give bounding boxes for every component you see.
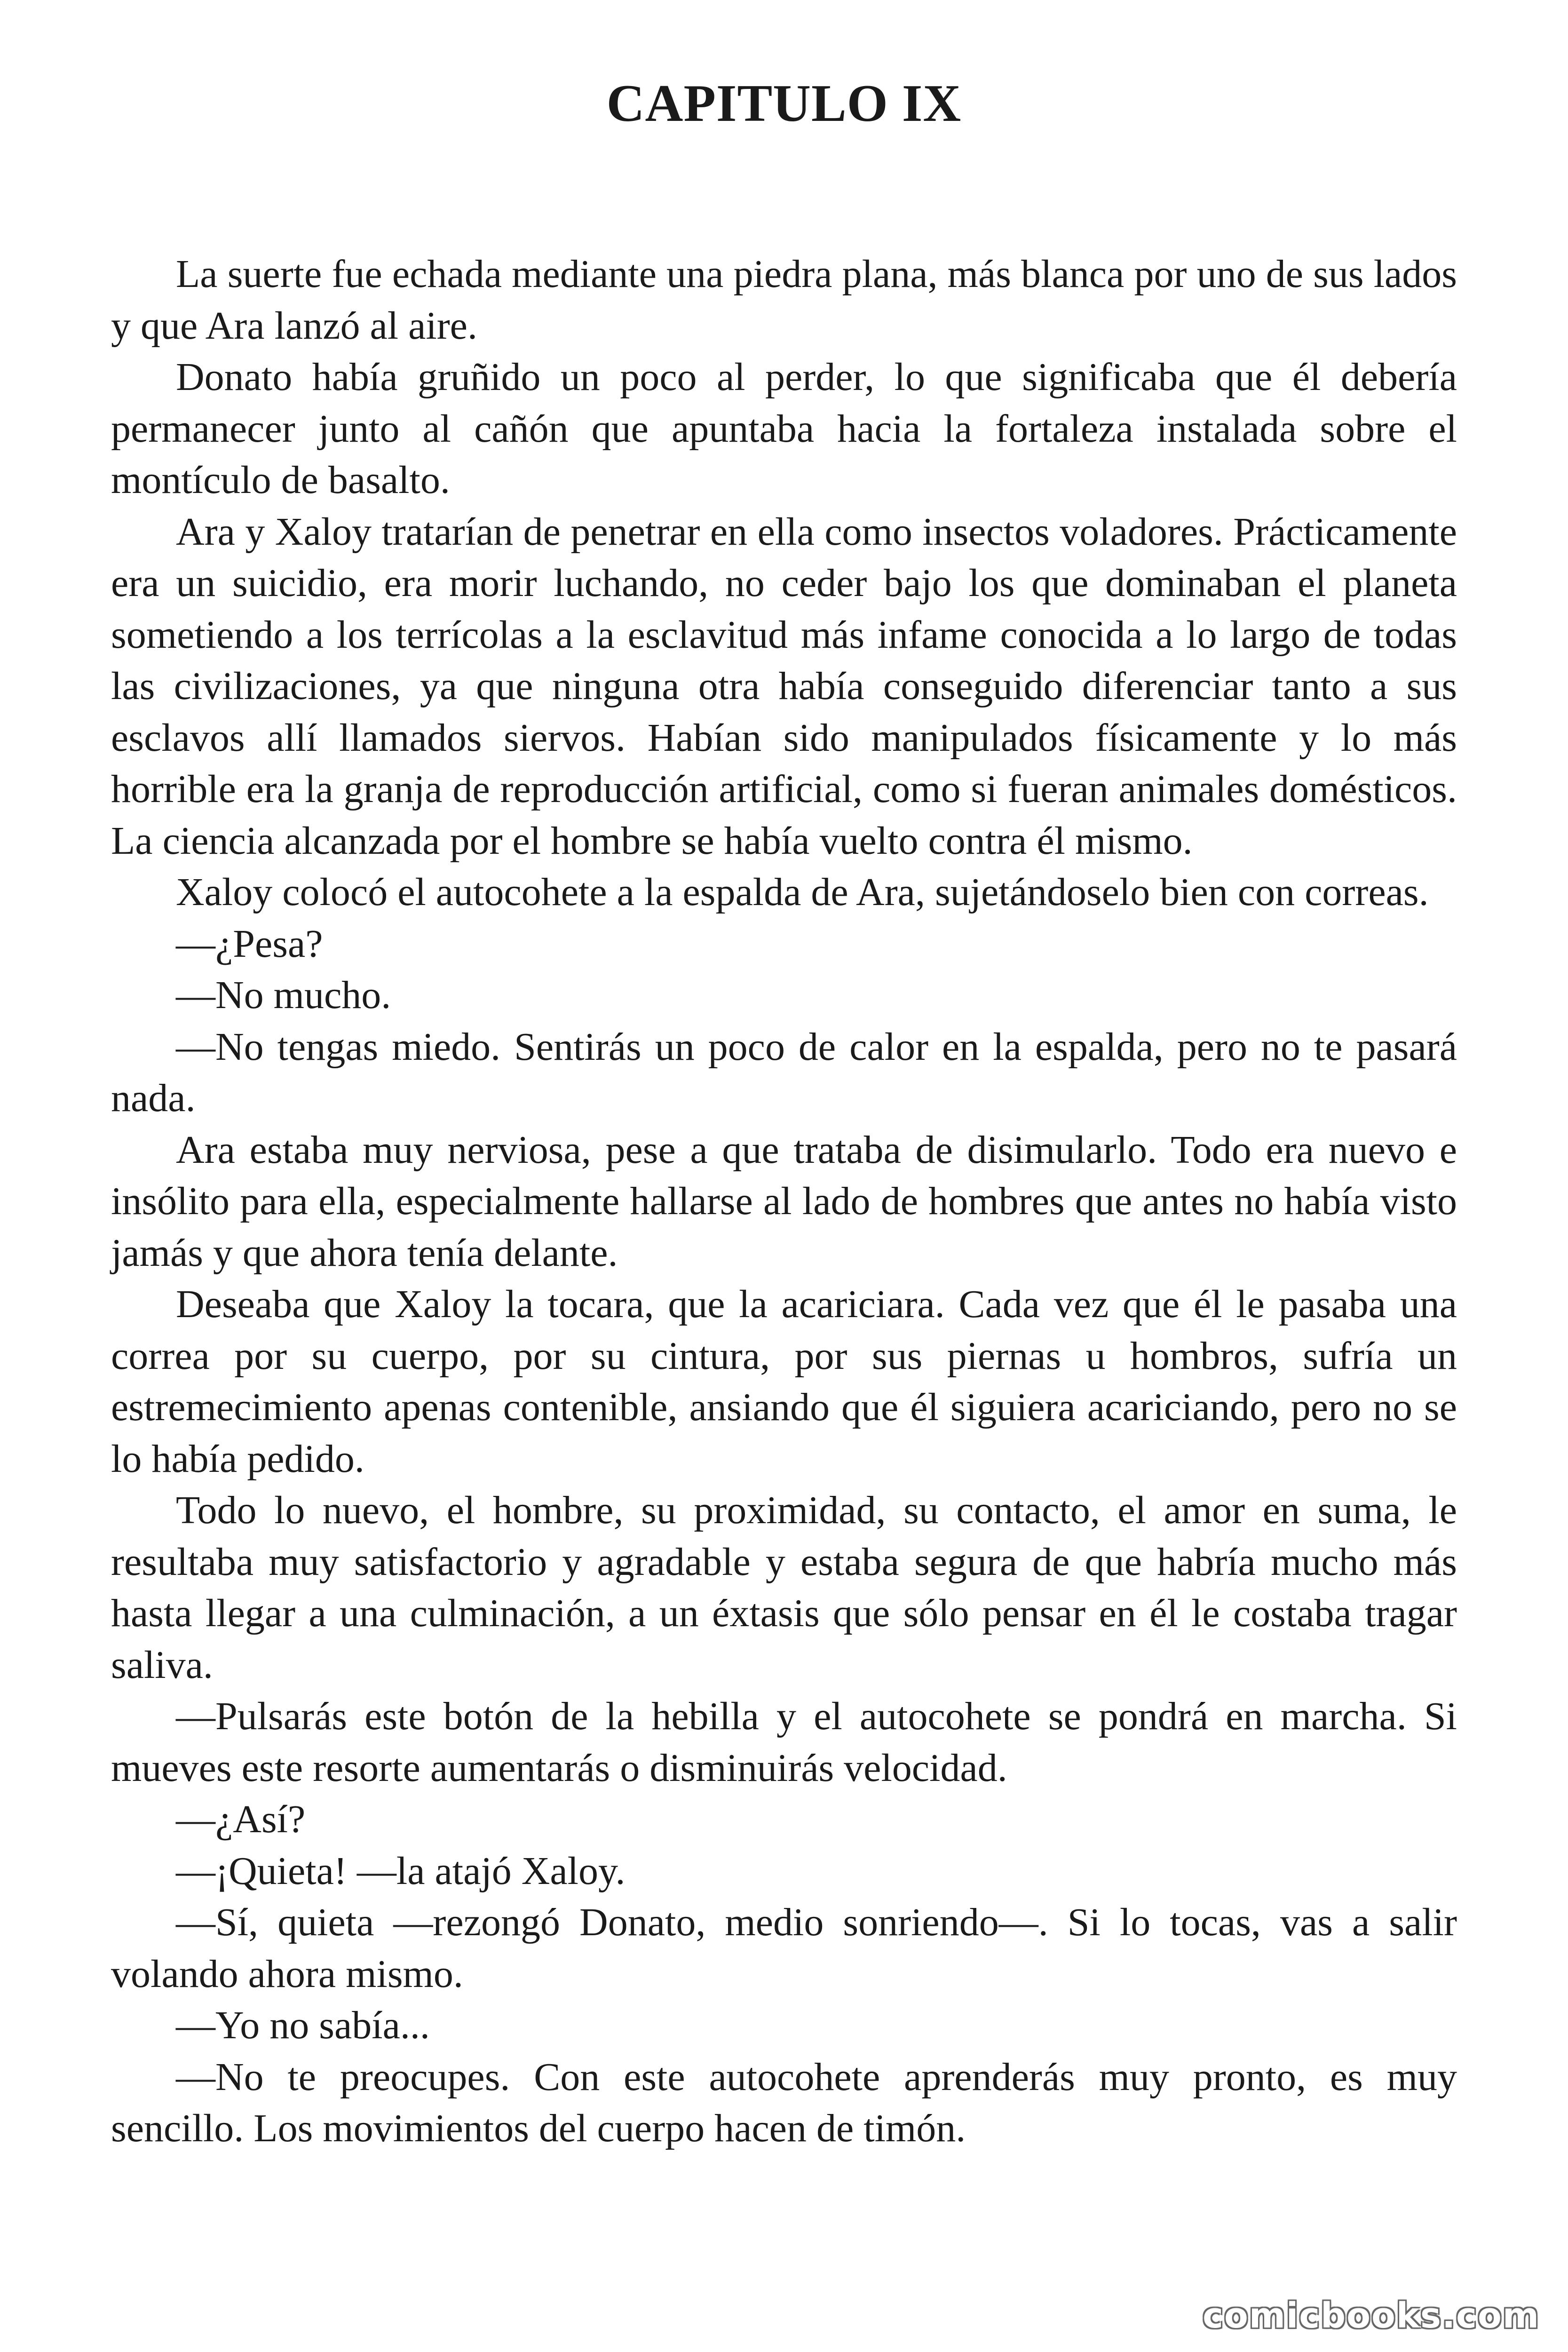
dialogue-line: —No te preocupes. Con este autocohete aprenderás muy pronto, es muy sencillo. Los movimientos del cuerpo hacen de timón. (111, 2055, 1457, 2150)
watermark-text: comicbooks.com (1203, 2296, 1540, 2336)
paragraph: Donato había gruñido un poco al perder, lo que significaba que él debería permanecer junto al cañón que apuntaba hacia la fortaleza instalada sobre el montículo de basalto. (111, 355, 1457, 502)
chapter-body (111, 248, 1457, 2154)
paragraph: La suerte fue echada mediante una piedra plana, más blanca por uno de sus lados y que Ara lanzó al aire. (111, 252, 1457, 348)
paragraph: Ara y Xaloy tratarían de penetrar en ella como insectos voladores. Prácticamente era un suicidio, era morir luchando, no ceder bajo los que dominaban el planeta sometiendo a los terrícolas a la esclavitud más infame conocida a lo largo de todas las civilizaciones, ya que ninguna otra había conseguido diferenciar tanto a sus esclavos allí llamados siervos. Habían sido manipulados físicamente y lo más horrible era la granja de reproducción artificial, como si fueran animales domésticos. La ciencia alcanzada por el hombre se había vuelto contra él mismo. (111, 509, 1457, 863)
dialogue-line: —Pulsarás este botón de la hebilla y el autocohete se pondrá en marcha. Si mueves este resorte aumentarás o disminuirás velocidad. (111, 1694, 1457, 1790)
paragraph: Todo lo nuevo, el hombre, su proximidad, su contacto, el amor en suma, le resultaba muy satisfactorio y agradable y estaba segura de que habría mucho más hasta llegar a una culminación, a un éxtasis que sólo pensar en él le costaba tragar saliva. (111, 1488, 1457, 1687)
chapter-title: CAPITULO IX (606, 74, 962, 133)
dialogue-line: —¿Pesa? (176, 922, 323, 966)
paragraph: Ara estaba muy nerviosa, pese a que trataba de disimularlo. Todo era nuevo e insólito para ella, especialmente hallarse al lado de hombres que antes no había visto jamás y que ahora tenía delante. (111, 1128, 1457, 1275)
dialogue-line: —No mucho. (176, 973, 391, 1017)
dialogue-line: —¡Quieta! —la atajó Xaloy. (176, 1849, 626, 1893)
dialogue-line: —Sí, quieta —rezongó Donato, medio sonriendo—. Si lo tocas, vas a salir volando ahora mismo. (111, 1900, 1457, 1996)
dialogue-line: —¿Así? (176, 1797, 306, 1841)
paragraph: Deseaba que Xaloy la tocara, que la acariciara. Cada vez que él le pasaba una correa por su cuerpo, por su cintura, por sus piernas u hombros, sufría un estremecimiento apenas contenible, ansiando que él siguiera acariciando, pero no se lo había pedido. (111, 1282, 1457, 1481)
dialogue-line: —No tengas miedo. Sentirás un poco de calor en la espalda, pero no te pasará nada. (111, 1025, 1457, 1120)
dialogue-line: —Yo no sabía... (176, 2003, 430, 2047)
paragraph: Xaloy colocó el autocohete a la espalda de Ara, sujetándoselo bien con correas. (176, 870, 1429, 914)
